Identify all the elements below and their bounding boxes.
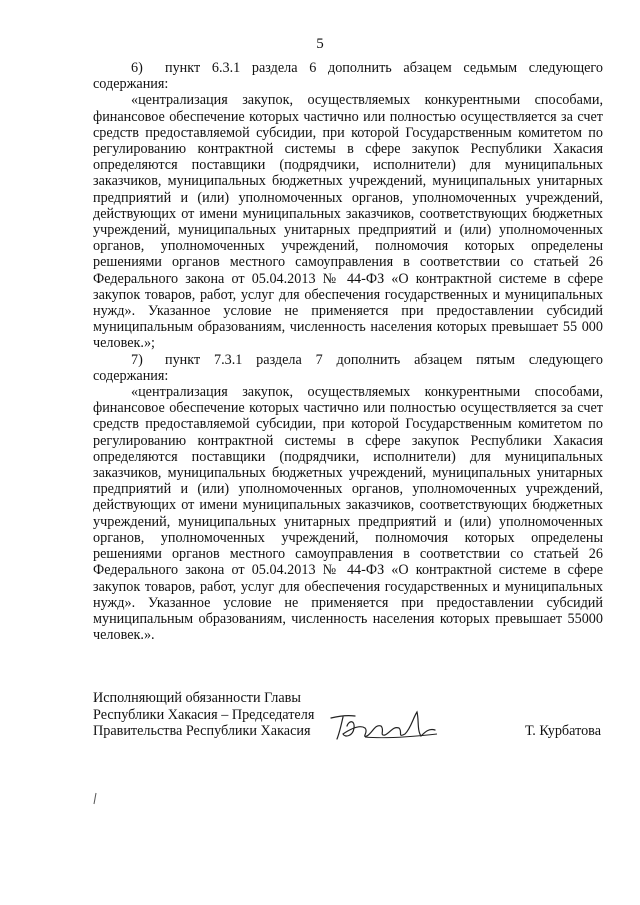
- signature-block: [93, 690, 603, 740]
- signatory-title-line-1: Исполняющий обязанности Главы: [93, 690, 301, 706]
- item-7-intro: [93, 352, 603, 384]
- handwritten-signature: [325, 706, 445, 746]
- page-number: 5: [316, 36, 324, 52]
- item-6-intro-text: пункт 6.3.1 раздела 6 дополнить абзацем седьмым следующего содержания:: [93, 60, 603, 93]
- document-body: [93, 60, 603, 643]
- item-6-intro: [93, 60, 603, 92]
- item-7-quote: «централизация закупок, осуществляемых конкурентными способами, финансовое обеспечение которых частично или полностью осуществляется за счет средств предоставляемой субсидии, при которой Государственным комитетом по регулированию контрактной системы в сфере закупок Республики Хакасия определяются поставщики (подрядчики, исполнители) для муниципальных заказчиков, муниципальных бюджетных учреждений, муниципальных унитарных предприятий и (или) уполномоченных органов, уполномоченных учреждений, действующих от имени муниципальных заказчиков, соответствующих бюджетных учреждений, муниципальных унитарных предприятий и (или) уполномоченных органов, уполномоченных учреждений, полномочия которых определены решениями органов местного самоуправления в соответствии со статьей 26 Федерального закона от 05.04.2013 № 44-ФЗ «О контрактной системе в сфере закупок товаров, работ, услуг для обеспечения государственных и муниципальных нужд». Указанное условие не применяется при предоставлении субсидий муниципальным образованиям, численность населения которых превышает 55000 человек.».: [93, 384, 603, 644]
- signatory-title-line-2: Республики Хакасия – Председателя: [93, 706, 315, 723]
- item-7-number: 7): [131, 351, 143, 368]
- signatory-name: Т. Курбатова: [525, 723, 601, 739]
- item-6-number: 6): [131, 60, 143, 76]
- item-6-quote: «централизация закупок, осуществляемых конкурентными способами, финансовое обеспечение которых частично или полностью осуществляется за счет средств предоставляемой субсидии, при которой Государственным комитетом по регулированию контрактной системы в сфере закупок Республики Хакасия определяются поставщики (подрядчики, исполнители) для муниципальных заказчиков, муниципальных бюджетных учреждений, муниципальных унитарных предприятий и (или) уполномоченных органов, уполномоченных учреждений, действующих от имени муниципальных заказчиков, соответствующих бюджетных учреждений, муниципальных унитарных предприятий и (или) уполномоченных органов, уполномоченных учреждений, полномочия которых определены решениями органов местного самоуправления в соответствии со статьей 26 Федерального закона от 05.04.2013 № 44-ФЗ «О контрактной системе в сфере закупок товаров, работ, услуг для обеспечения государственных и муниципальных нужд». Указанное условие не применяется при предоставлении субсидий муниципальным образованиям, численность населения которых превышает 55 000 человек.»;: [93, 92, 603, 352]
- item-7-intro-text: пункт 7.3.1 раздела 7 дополнить абзацем пятым следующего содержания:: [93, 351, 603, 384]
- signatory-title: [93, 690, 333, 740]
- signatory-title-line-3: Правительства Республики Хакасия: [93, 723, 311, 739]
- margin-mark: [93, 792, 99, 806]
